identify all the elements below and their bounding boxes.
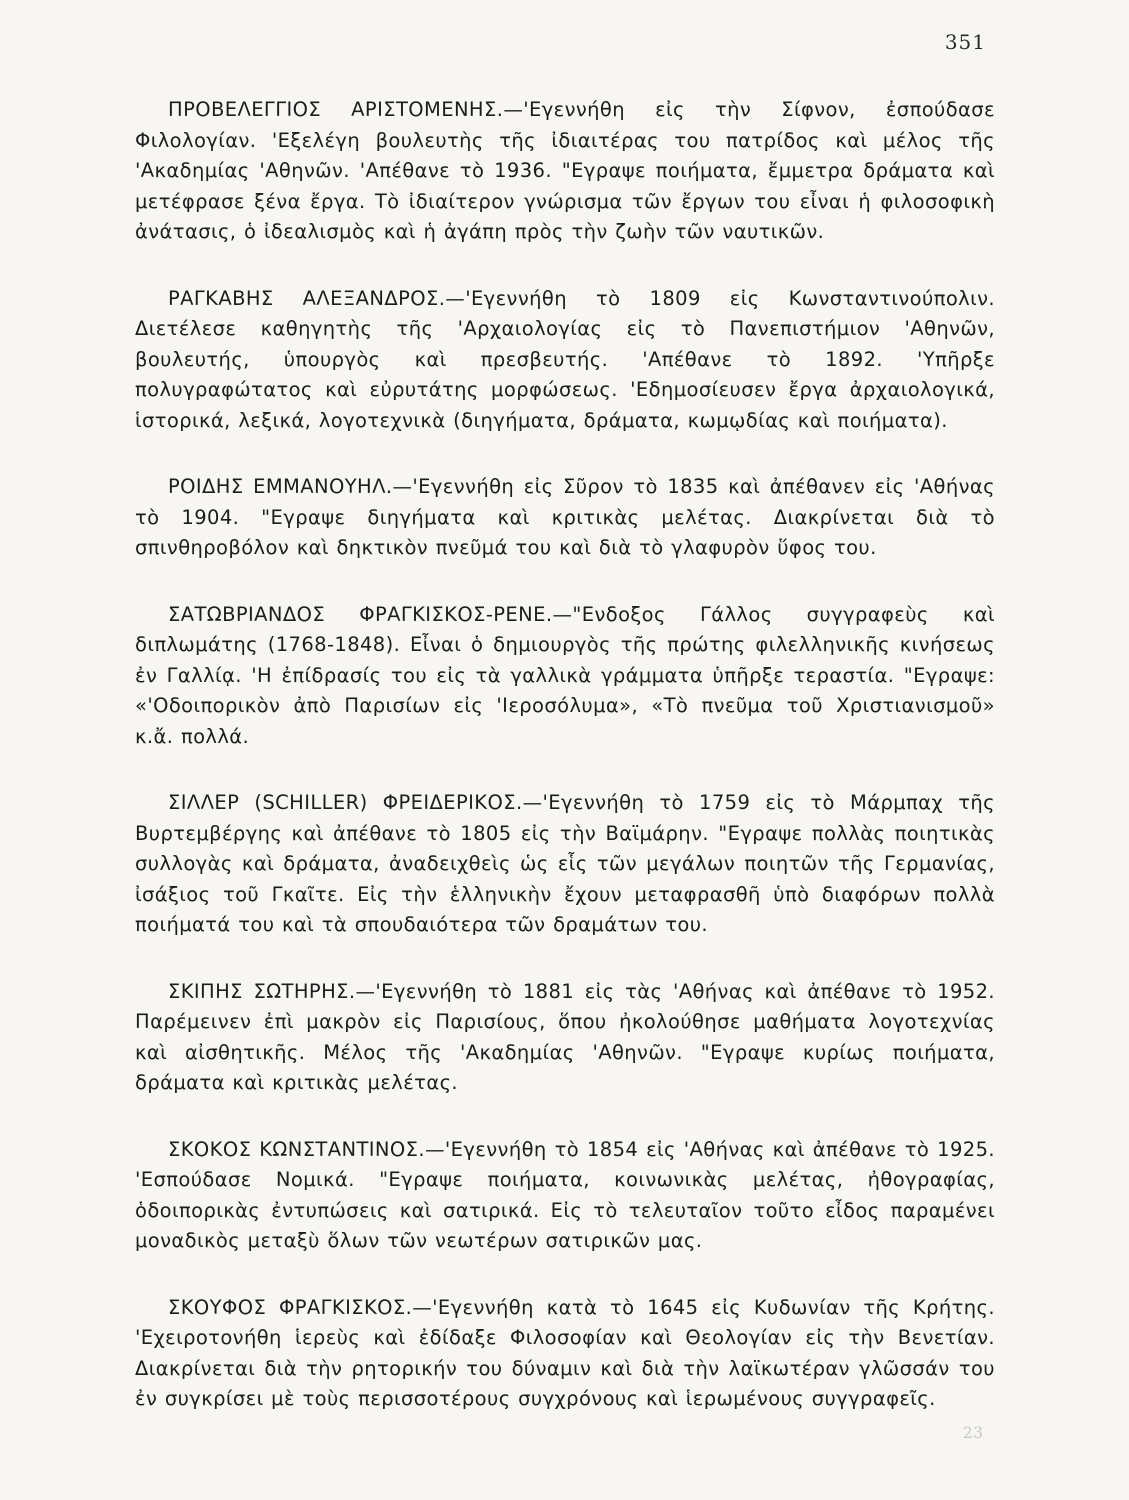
entry-text: —'Εγεννήθη εἰς τὴν Σίφνον, ἐσπούδασε Φιλολογίαν. 'Εξελέγη βουλευτὴς τῆς ἰδιαιτέρας του πατρίδος καὶ μέλος τῆς 'Ακαδημίας 'Αθηνῶν. 'Απέθανε τὸ 1936. "Εγραψε ποιήματα, ἔμμετρα δράματα καὶ μετέφρασε ξένα ἔργα. Τὸ ἰδιαίτερον γνώρισμα τῶν ἔργων του εἶναι ἡ φιλοσοφικὴ ἀνάτασις, ὁ ἰδεαλισμὸς καὶ ἡ ἀγάπη πρὸς τὴν ζωὴν τῶν ναυτικῶν.: [135, 98, 995, 243]
biography-entry: [135, 1135, 995, 1257]
entry-text: —'Εγεννήθη τὸ 1854 εἰς 'Αθήνας καὶ ἀπέθανε τὸ 1925. 'Εσπούδασε Νομικά. "Εγραψε ποιήματα, κοινωνικὰς μελέτας, ἠθογραφίας, ὁδοιπορικὰς ἐντυπώσεις καὶ σατιρικά. Εἰς τὸ τελευταῖον τοῦτο εἶδος παραμένει μοναδικὸς μεταξὺ ὅλων τῶν νεωτέρων σατιρικῶν μας.: [135, 1137, 995, 1252]
biography-entry: [135, 95, 995, 248]
entry-name: ΣΚΙΠΗΣ ΣΩΤΗΡΗΣ.: [168, 979, 356, 1003]
entry-name: ΡΑΓΚΑΒΗΣ ΑΛΕΞΑΝΔΡΟΣ.: [168, 286, 446, 310]
entry-text: —'Εγεννήθη τὸ 1809 εἰς Κωνσταντινούπολιν. Διετέλεσε καθηγητὴς τῆς 'Αρχαιολογίας εἰς τὸ Πανεπιστήμιον 'Αθηνῶν, βουλευτής, ὑπουργὸς καὶ πρεσβευτής. 'Απέθανε τὸ 1892. 'Υπῆρξε πολυγραφώτατος καὶ εὐρυτάτης μορφώσεως. 'Εδημοσίευσεν ἔργα ἀρχαιολογικά, ἱστορικά, λεξικά, λογοτεχνικὰ (διηγήματα, δράματα, κωμῳδίας καὶ ποιήματα).: [135, 286, 995, 432]
biography-entry: [135, 1293, 995, 1415]
biography-entry: [135, 977, 995, 1099]
entry-text: —"Ενδοξος Γάλλος συγγραφεὺς καὶ διπλωμάτης (1768-1848). Εἶναι ὁ δημιουργὸς τῆς πρώτης φιλελληνικῆς κινήσεως ἐν Γαλλίᾳ. 'Η ἐπίδρασίς του εἰς τὰ γαλλικὰ γράμματα ὑπῆρξε τεραστία. "Εγραψε: «'Οδοιπορικὸν ἀπὸ Παρισίων εἰς 'Ιεροσόλυμα», «Τὸ πνεῦμα τοῦ Χριστιανισμοῦ» κ.ἄ. πολλά.: [135, 602, 995, 748]
entry-name: ΣΑΤΩΒΡΙΑΝΔΟΣ ΦΡΑΓΚΙΣΚΟΣ-ΡΕΝΕ.: [168, 602, 553, 626]
entry-name: ΣΚΟΚΟΣ ΚΩΝΣΤΑΝΤΙΝΟΣ.: [168, 1137, 425, 1161]
entry-text: —'Εγεννήθη εἰς Σῦρον τὸ 1835 καὶ ἀπέθανεν εἰς 'Αθήνας τὸ 1904. "Εγραψε διηγήματα καὶ κριτικὰς μελέτας. Διακρίνεται διὰ τὸ σπινθηροβόλον καὶ δηκτικὸν πνεῦμά του καὶ διὰ τὸ γλαφυρὸν ὕφος του.: [135, 475, 995, 559]
biography-entry: [135, 284, 995, 437]
biography-list: [135, 95, 995, 1451]
biography-entry: [135, 472, 995, 564]
entry-text: —'Εγεννήθη τὸ 1759 εἰς τὸ Μάρμπαχ τῆς Βυρτεμβέργης καὶ ἀπέθανε τὸ 1805 εἰς τὴν Βαϊμάρην. "Εγραψε πολλὰς ποιητικὰς συλλογὰς καὶ δράματα, ἀναδειχθεὶς ὡς εἷς τῶν μεγάλων ποιητῶν τῆς Γερμανίας, ἰσάξιος τοῦ Γκαῖτε. Εἰς τὴν ἑλληνικὴν ἔχουν μεταφρασθῆ ὑπὸ διαφόρων πολλὰ ποιήματά του καὶ τὰ σπουδαιότερα τῶν δραμάτων του.: [135, 791, 995, 936]
entry-name: ΠΡΟΒΕΛΕΓΓΙΟΣ ΑΡΙΣΤΟΜΕΝΗΣ.: [168, 98, 504, 121]
entry-name: ΣΚΟΥΦΟΣ ΦΡΑΓΚΙΣΚΟΣ.: [168, 1295, 413, 1319]
page-number: 351: [944, 30, 986, 54]
entry-name: ΣΙΛΛΕΡ (SCHILLER) ΦΡΕΙΔΕΡΙΚΟΣ.: [168, 791, 523, 814]
faint-signature-number: 23: [962, 1423, 983, 1442]
biography-entry: [135, 788, 995, 941]
biography-entry: [135, 600, 995, 753]
entry-text: —'Εγεννήθη τὸ 1881 εἰς τὰς 'Αθήνας καὶ ἀπέθανε τὸ 1952. Παρέμεινεν ἐπὶ μακρὸν εἰς Παρισίους, ὅπου ἠκολούθησε μαθήματα λογοτεχνίας καὶ αἰσθητικῆς. Μέλος τῆς 'Ακαδημίας 'Αθηνῶν. "Εγραψε κυρίως ποιήματα, δράματα καὶ κριτικὰς μελέτας.: [135, 979, 995, 1094]
entry-name: ΡΟΙΔΗΣ ΕΜΜΑΝΟΥΗΛ.: [168, 475, 393, 498]
entry-text: —'Εγεννήθη κατὰ τὸ 1645 εἰς Κυδωνίαν τῆς Κρήτης. 'Εχειροτονήθη ἱερεὺς καὶ ἐδίδαξε Φιλοσοφίαν καὶ Θεολογίαν εἰς τὴν Βενετίαν. Διακρίνεται διὰ τὴν ρητορικήν του δύναμιν καὶ διὰ τὴν λαϊκωτέραν γλῶσσάν του ἐν συγκρίσει μὲ τοὺς περισσοτέρους συγχρόνους καὶ ἱερωμένους συγγραφεῖς.: [135, 1295, 995, 1410]
